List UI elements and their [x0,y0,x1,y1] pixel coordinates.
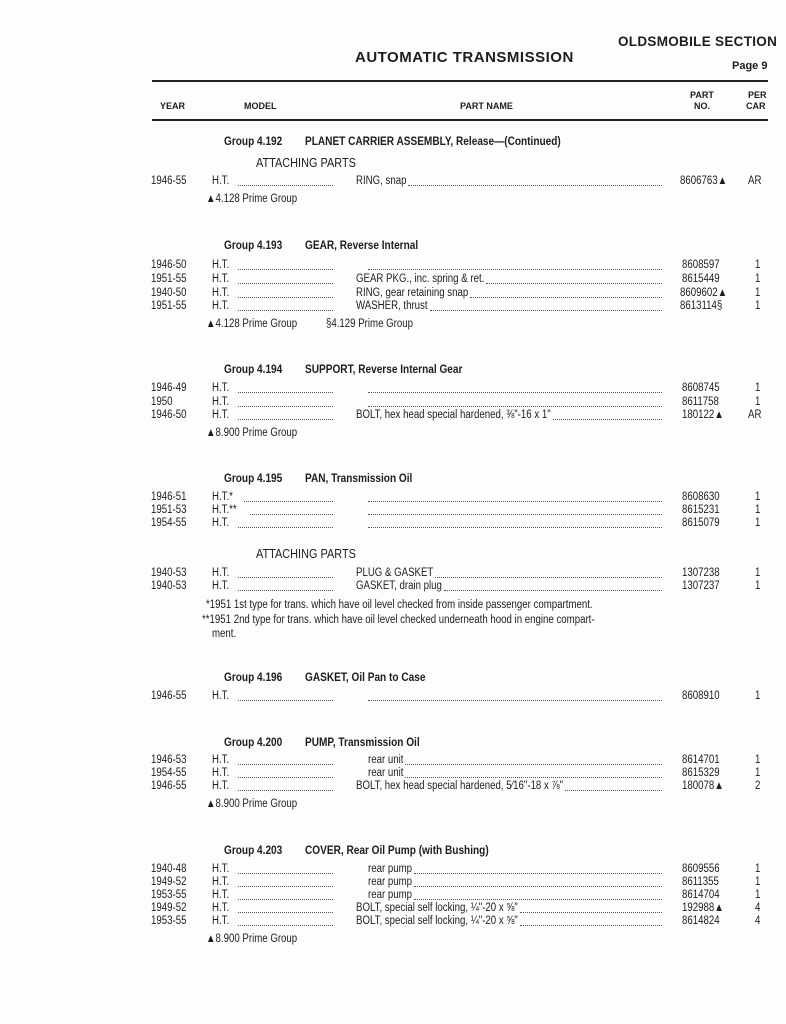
dot-leader [486,283,662,284]
year-cell: 1949-52 [151,902,187,914]
model-cell: H.T. [212,754,230,766]
group-title: COVER, Rear Oil Pump (with Bushing) [305,843,489,857]
group-title: GASKET, Oil Pan to Case [305,670,426,684]
part-number-cell: 8609556 [682,863,720,875]
group-heading: Group 4.196 [224,670,283,684]
column-header-part-2: NO. [694,101,711,111]
year-cell: 1954-55 [151,517,187,529]
dot-leader [430,310,662,311]
dot-leader [408,185,662,186]
year-cell: 1940-48 [151,863,187,875]
part-number-cell: 8611355 [682,876,719,888]
column-header-model: MODEL [244,101,277,111]
year-cell: 1953-55 [151,915,187,927]
dot-leader [238,777,333,778]
part-name-cell: rear pump [368,889,413,901]
footnote: ▲8.900 Prime Group [206,427,298,439]
subheading-attaching-parts: ATTACHING PARTS [256,155,356,170]
part-name-cell: rear pump [368,876,413,888]
dot-leader [368,527,662,528]
group-title: PAN, Transmission Oil [305,471,413,485]
model-cell: H.T. [212,889,230,901]
model-cell: H.T. [212,175,230,187]
dot-leader [238,590,333,591]
dot-leader [368,269,662,270]
part-number-cell: 8615449 [682,273,720,285]
per-car-cell: 1 [755,690,761,702]
dot-leader [565,790,662,791]
year-cell: 1940-50 [151,287,187,299]
header-rule-top [152,80,768,82]
page-number: Page 9 [732,60,768,72]
group-title: PUMP, Transmission Oil [305,735,420,749]
part-number-cell: 8611758 [682,396,719,408]
per-car-cell: 1 [755,273,761,285]
dot-leader [368,700,662,701]
dot-leader [250,514,333,515]
group-title: PLANET CARRIER ASSEMBLY, Release—(Continued) [305,134,561,148]
footnote: ▲4.128 Prime Group [206,318,298,330]
part-number-cell: 8608910 [682,690,720,702]
group-heading: Group 4.200 [224,735,283,749]
dot-leader [238,392,333,393]
part-number-cell: 8615329 [682,767,720,779]
model-cell: H.T.* [212,491,233,503]
model-cell: H.T. [212,409,230,421]
dot-leader [238,419,333,420]
model-cell: H.T. [212,780,230,792]
part-number-cell: 8615231 [682,504,720,516]
per-car-cell: 4 [755,915,761,927]
footnote: *1951 1st type for trans. which have oil level checked from inside passenger compartment. [206,599,593,611]
part-number-cell: 8614824 [682,915,720,927]
part-name-cell: RING, snap [356,175,407,187]
group-title: SUPPORT, Reverse Internal Gear [305,362,463,376]
model-cell: H.T. [212,915,230,927]
dot-leader [405,764,662,765]
year-cell: 1946-55 [151,780,187,792]
per-car-cell: 1 [755,567,761,579]
model-cell: H.T. [212,580,230,592]
part-number-cell: 8614701 [682,754,720,766]
year-cell: 1940-53 [151,567,187,579]
column-header-year: YEAR [160,101,186,111]
group-heading: Group 4.195 [224,471,283,485]
model-cell: H.T. [212,287,230,299]
footnote: **1951 2nd type for trans. which have oil level checked underneath hood in engine compart- [202,614,595,626]
column-header-part-name: PART NAME [460,101,513,111]
part-number-cell: 180122▲ [682,409,724,421]
group-heading: Group 4.203 [224,843,283,857]
group-heading: Group 4.193 [224,238,283,252]
per-car-cell: 1 [755,287,761,299]
model-cell: H.T. [212,382,230,394]
dot-leader [553,419,662,420]
per-car-cell: 1 [755,754,761,766]
part-number-cell: 180078▲ [682,780,724,792]
model-cell: H.T. [212,273,230,285]
part-name-cell: BOLT, hex head special hardened, 5⁄16"-18 x ⅞" [356,780,563,792]
per-car-cell: 1 [755,767,761,779]
model-cell: H.T.** [212,504,237,516]
footnote: §4.129 Prime Group [326,318,413,330]
part-number-cell: 8606763▲ [680,175,728,187]
dot-leader [470,297,662,298]
model-cell: H.T. [212,567,230,579]
dot-leader [520,925,662,926]
dot-leader [238,269,333,270]
dot-leader [368,406,662,407]
per-car-cell: 1 [755,876,761,888]
per-car-cell: 1 [755,863,761,875]
year-cell: 1946-50 [151,409,187,421]
part-name-cell: GEAR PKG., inc. spring & ret. [356,273,485,285]
part-name-cell: rear unit [368,767,404,779]
dot-leader [238,577,333,578]
dot-leader [238,886,333,887]
dot-leader [238,283,333,284]
dot-leader [368,514,662,515]
year-cell: 1953-55 [151,889,187,901]
year-cell: 1940-53 [151,580,187,592]
dot-leader [238,310,333,311]
dot-leader [520,912,662,913]
dot-leader [238,764,333,765]
model-cell: H.T. [212,517,230,529]
per-car-cell: 4 [755,902,761,914]
page-title: AUTOMATIC TRANSMISSION [355,49,574,66]
part-number-cell: 8613114§ [680,300,723,312]
year-cell: 1946-55 [151,175,187,187]
footnote: ▲8.900 Prime Group [206,798,298,810]
per-car-cell: 2 [755,780,761,792]
year-cell: 1951-53 [151,504,187,516]
part-number-cell: 8609602▲ [680,287,728,299]
part-name-cell: BOLT, hex head special hardened, ⅜"-16 x 1" [356,409,551,421]
dot-leader [368,501,662,502]
dot-leader [244,501,333,502]
per-car-cell: AR [748,409,762,421]
year-cell: 1951-55 [151,300,187,312]
part-number-cell: 8608630 [682,491,720,503]
dot-leader [238,925,333,926]
per-car-cell: 1 [755,382,761,394]
column-header-per-2: CAR [746,101,766,111]
model-cell: H.T. [212,300,230,312]
column-header-part-1: PART [690,90,714,100]
dot-leader [414,899,662,900]
subheading-attaching-parts: ATTACHING PARTS [256,546,356,561]
per-car-cell: 1 [755,889,761,901]
header-rule-bottom [152,119,768,121]
footnote: ▲4.128 Prime Group [206,193,298,205]
per-car-cell: 1 [755,580,761,592]
year-cell: 1946-55 [151,690,187,702]
dot-leader [238,185,333,186]
year-cell: 1946-53 [151,754,187,766]
dot-leader [435,577,662,578]
model-cell: H.T. [212,690,230,702]
dot-leader [238,406,333,407]
part-name-cell: BOLT, special self locking, ¼"-20 x ⅝" [356,902,518,914]
per-car-cell: 1 [755,504,761,516]
part-number-cell: 1307238 [682,567,720,579]
dot-leader [238,700,333,701]
per-car-cell: 1 [755,517,761,529]
dot-leader [444,590,662,591]
year-cell: 1946-51 [151,491,187,503]
dot-leader [368,392,662,393]
part-name-cell: PLUG & GASKET [356,567,434,579]
year-cell: 1946-50 [151,259,187,271]
model-cell: H.T. [212,876,230,888]
part-number-cell: 192988▲ [682,902,724,914]
part-name-cell: RING, gear retaining snap [356,287,469,299]
per-car-cell: 1 [755,259,761,271]
per-car-cell: AR [748,175,762,187]
column-header-per-1: PER [748,90,767,100]
dot-leader [238,873,333,874]
group-heading: Group 4.192 [224,134,283,148]
model-cell: H.T. [212,396,230,408]
model-cell: H.T. [212,259,230,271]
year-cell: 1954-55 [151,767,187,779]
model-cell: H.T. [212,767,230,779]
model-cell: H.T. [212,863,230,875]
year-cell: 1946-49 [151,382,187,394]
part-name-cell: BOLT, special self locking, ¼"-20 x ⅝" [356,915,518,927]
per-car-cell: 1 [755,396,761,408]
group-heading: Group 4.194 [224,362,283,376]
part-name-cell: GASKET, drain plug [356,580,442,592]
per-car-cell: 1 [755,300,761,312]
part-name-cell: rear pump [368,863,413,875]
part-number-cell: 8614704 [682,889,720,901]
year-cell: 1951-55 [151,273,187,285]
dot-leader [238,912,333,913]
dot-leader [238,297,333,298]
dot-leader [414,873,662,874]
part-number-cell: 8608745 [682,382,720,394]
year-cell: 1950 [151,396,173,408]
dot-leader [238,527,333,528]
group-title: GEAR, Reverse Internal [305,238,419,252]
part-number-cell: 1307237 [682,580,720,592]
dot-leader [238,899,333,900]
dot-leader [238,790,333,791]
footnote: ment. [212,628,237,640]
per-car-cell: 1 [755,491,761,503]
section-title: OLDSMOBILE SECTION [618,34,778,49]
footnote: ▲8.900 Prime Group [206,933,298,945]
part-name-cell: rear unit [368,754,404,766]
dot-leader [414,886,662,887]
model-cell: H.T. [212,902,230,914]
year-cell: 1949-52 [151,876,187,888]
part-name-cell: WASHER, thrust [356,300,428,312]
dot-leader [405,777,662,778]
part-number-cell: 8615079 [682,517,720,529]
part-number-cell: 8608597 [682,259,720,271]
